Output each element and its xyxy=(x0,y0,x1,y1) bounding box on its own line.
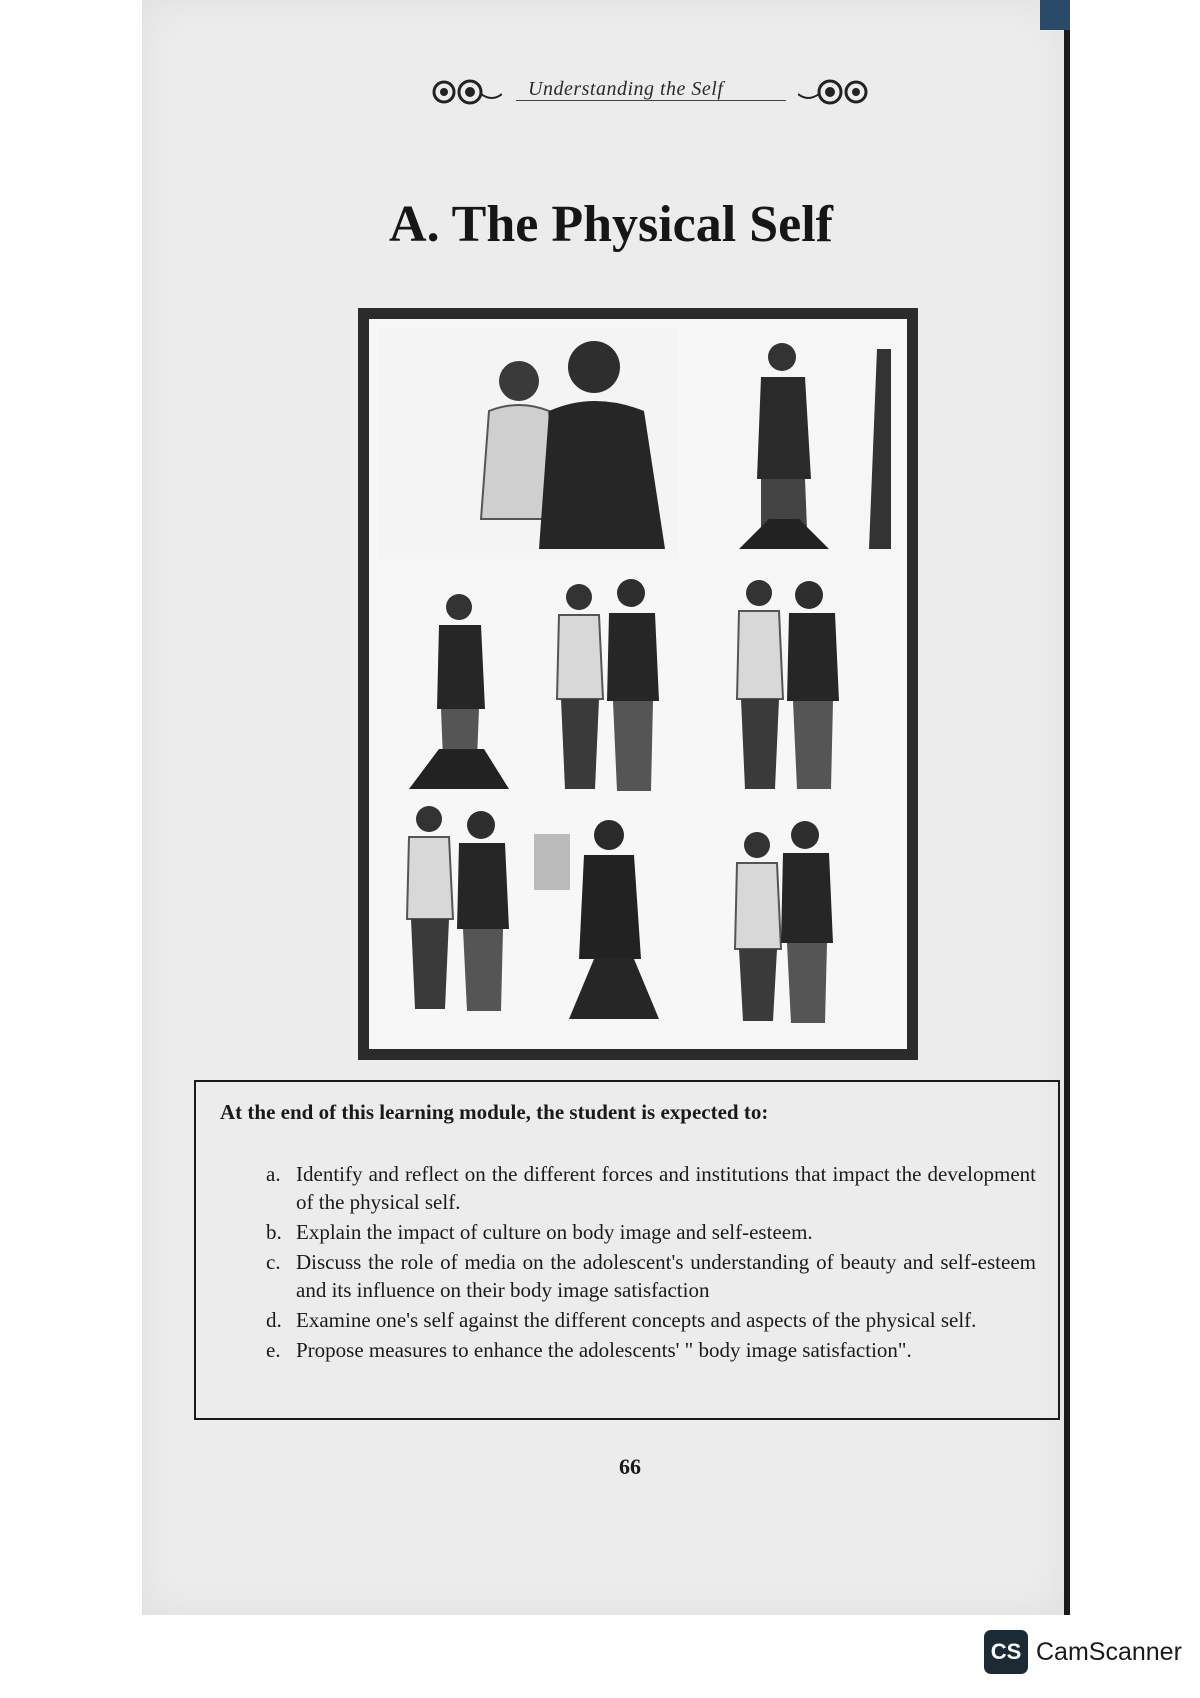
swirl-ornament-icon xyxy=(798,78,870,106)
objectives-list xyxy=(266,1160,1036,1366)
objective-item xyxy=(266,1218,1036,1246)
photo-bottom-right xyxy=(735,821,833,1023)
objective-marker: b. xyxy=(266,1220,282,1244)
photo-collage xyxy=(358,308,918,1060)
objective-text: Discuss the role of media on the adolescent's understanding of beauty and self-esteem and its influence on their body image satisfaction xyxy=(296,1250,1036,1302)
photo-bottom-left xyxy=(407,806,509,1011)
objective-text: Identify and reflect on the different forces and institutions that impact the development of the physical self. xyxy=(296,1162,1036,1214)
photo-bottom-center xyxy=(534,820,659,1019)
objective-item xyxy=(266,1248,1036,1304)
objective-marker: c. xyxy=(266,1250,281,1274)
objectives-heading: At the end of this learning module, the student is expected to: xyxy=(220,1100,769,1124)
objective-text: Examine one's self against the different concepts and aspects of the physical self. xyxy=(296,1308,977,1332)
page-corner-tab xyxy=(1040,0,1070,30)
objective-marker: d. xyxy=(266,1308,282,1332)
section-title: A. The Physical Self xyxy=(389,196,833,253)
objective-item xyxy=(266,1306,1036,1334)
page-number: 66 xyxy=(619,1454,641,1479)
learning-objectives-box xyxy=(194,1080,1060,1420)
camscanner-logo-icon: CS xyxy=(984,1630,1028,1674)
camscanner-label: CamScanner xyxy=(1036,1638,1182,1666)
running-header-title: Understanding the Self xyxy=(528,78,724,100)
photo-middle-right xyxy=(737,580,839,789)
objective-item xyxy=(266,1160,1036,1216)
objective-marker: a. xyxy=(266,1162,281,1186)
objective-text: Explain the impact of culture on body image and self-esteem. xyxy=(296,1220,813,1244)
photo-collage-figures xyxy=(369,319,907,1049)
objective-item xyxy=(266,1336,1036,1364)
header-rule xyxy=(516,100,786,101)
swirl-ornament-icon xyxy=(430,78,502,106)
photo-top-left xyxy=(379,327,679,559)
objective-marker: e. xyxy=(266,1338,281,1362)
photo-top-right xyxy=(714,327,899,559)
photo-middle-left xyxy=(409,594,509,789)
objective-text: Propose measures to enhance the adolescents' " body image satisfaction". xyxy=(296,1338,912,1362)
photo-middle-center xyxy=(557,579,659,791)
running-header xyxy=(430,72,870,112)
